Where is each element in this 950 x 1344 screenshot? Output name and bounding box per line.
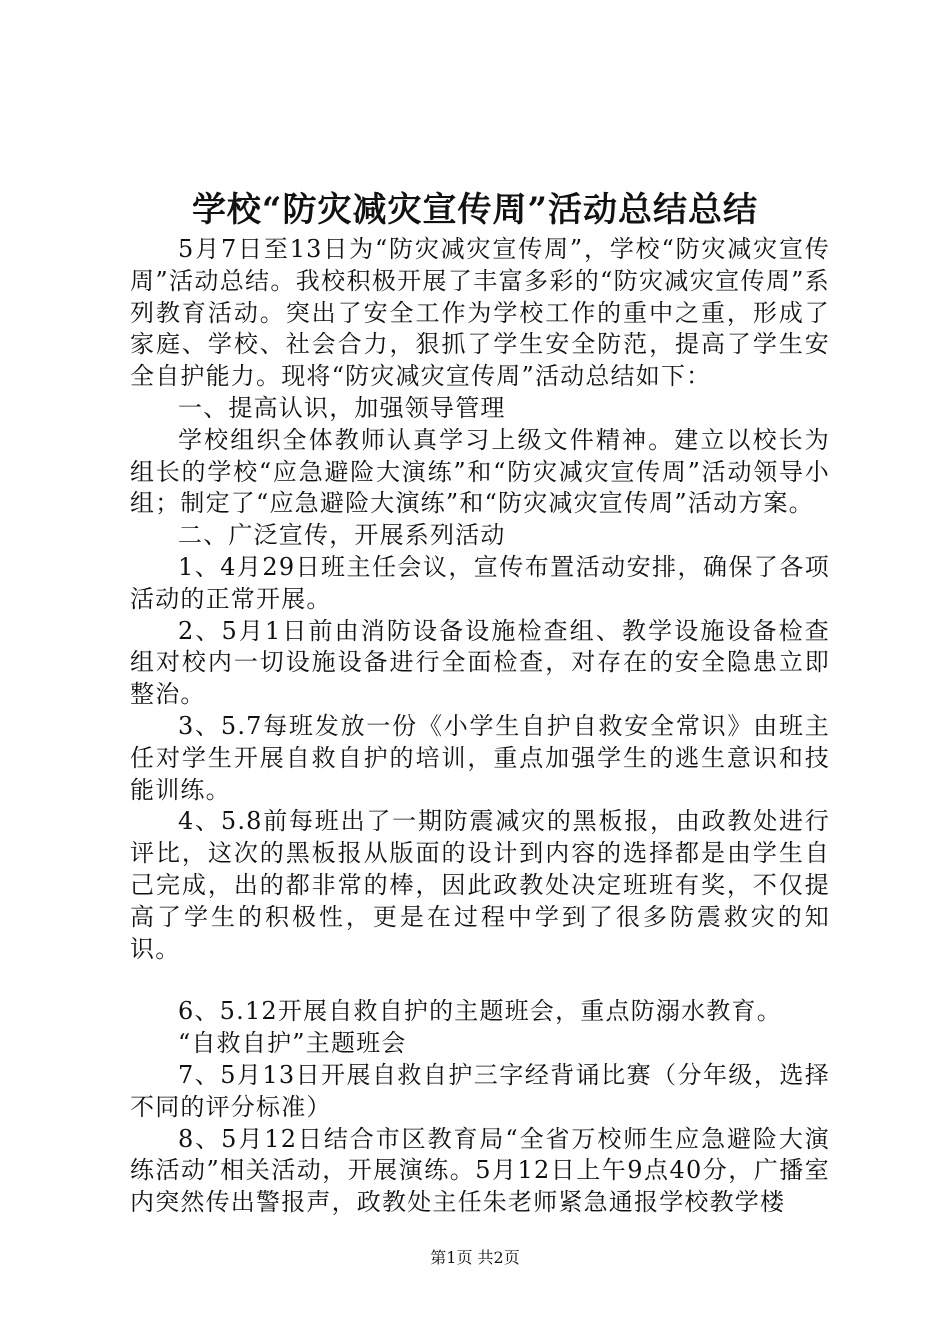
list-item-3: 3、5.7每班发放一份《小学生自护自救安全常识》由班主任对学生开展自救自护的培训，重点加强学生的逃生意识和技能训练。 bbox=[130, 711, 830, 804]
list-item-4: 4、5.8前每班出了一期防震减灾的黑板报，由政教处进行评比，这次的黑板报从版面的设计到内容的选择都是由学生自己完成，出的都非常的棒，因此政教处决定班班有奖，不仅提高了学生的积极性，更是在过程中学到了很多防震救灾的知识。 bbox=[130, 807, 830, 963]
list-item-8: 8、5月12日结合市区教育局“全省万校师生应急避险大演练活动”相关活动，开展演练。5月12日上午9点40分，广播室内突然传出警报声，政教处主任朱老师紧急通报学校教学楼 bbox=[130, 1124, 830, 1217]
caption-theme-meeting: “自救自护”主题班会 bbox=[178, 1029, 407, 1058]
section-heading-2: 二、广泛宣传，开展系列活动 bbox=[178, 521, 506, 550]
paragraph-intro: 5月7日至13日为“防灾减灾宣传周”，学校“防灾减灾宣传周”活动总结。我校积极开展了丰富多彩的“防灾减灾宣传周”系列教育活动。突出了安全工作为学校工作的重中之重，形成了家庭、学校、社会合力，狠抓了学生安全防范，提高了学生安全自护能力。现将“防灾减灾宣传周”活动总结如下： bbox=[130, 235, 830, 391]
document-title: 学校“防灾减灾宣传周”活动总结总结 bbox=[191, 190, 759, 230]
section-heading-1: 一、提高认识，加强领导管理 bbox=[178, 393, 506, 422]
list-item-7: 7、5月13日开展自救自护三字经背诵比赛（分年级，选择不同的评分标准） bbox=[130, 1060, 830, 1121]
paragraph-leadership: 学校组织全体教师认真学习上级文件精神。建立以校长为组长的学校“应急避险大演练”和“防灾减灾宣传周”活动领导小组；制定了“应急避险大演练”和“防灾减灾宣传周”活动方案。 bbox=[130, 425, 830, 518]
list-item-1: 1、4月29日班主任会议，宣传布置活动安排，确保了各项活动的正常开展。 bbox=[130, 552, 830, 613]
document-body bbox=[130, 234, 830, 1219]
list-item-2: 2、5月1日前由消防设备设施检查组、教学设施设备检查组对校内一切设施设备进行全面检查，对存在的安全隐患立即整治。 bbox=[130, 616, 830, 709]
page-number-footer: 第1页 共2页 bbox=[430, 1248, 520, 1267]
list-item-6: 6、5.12开展自救自护的主题班会，重点防溺水教育。 bbox=[178, 997, 782, 1026]
